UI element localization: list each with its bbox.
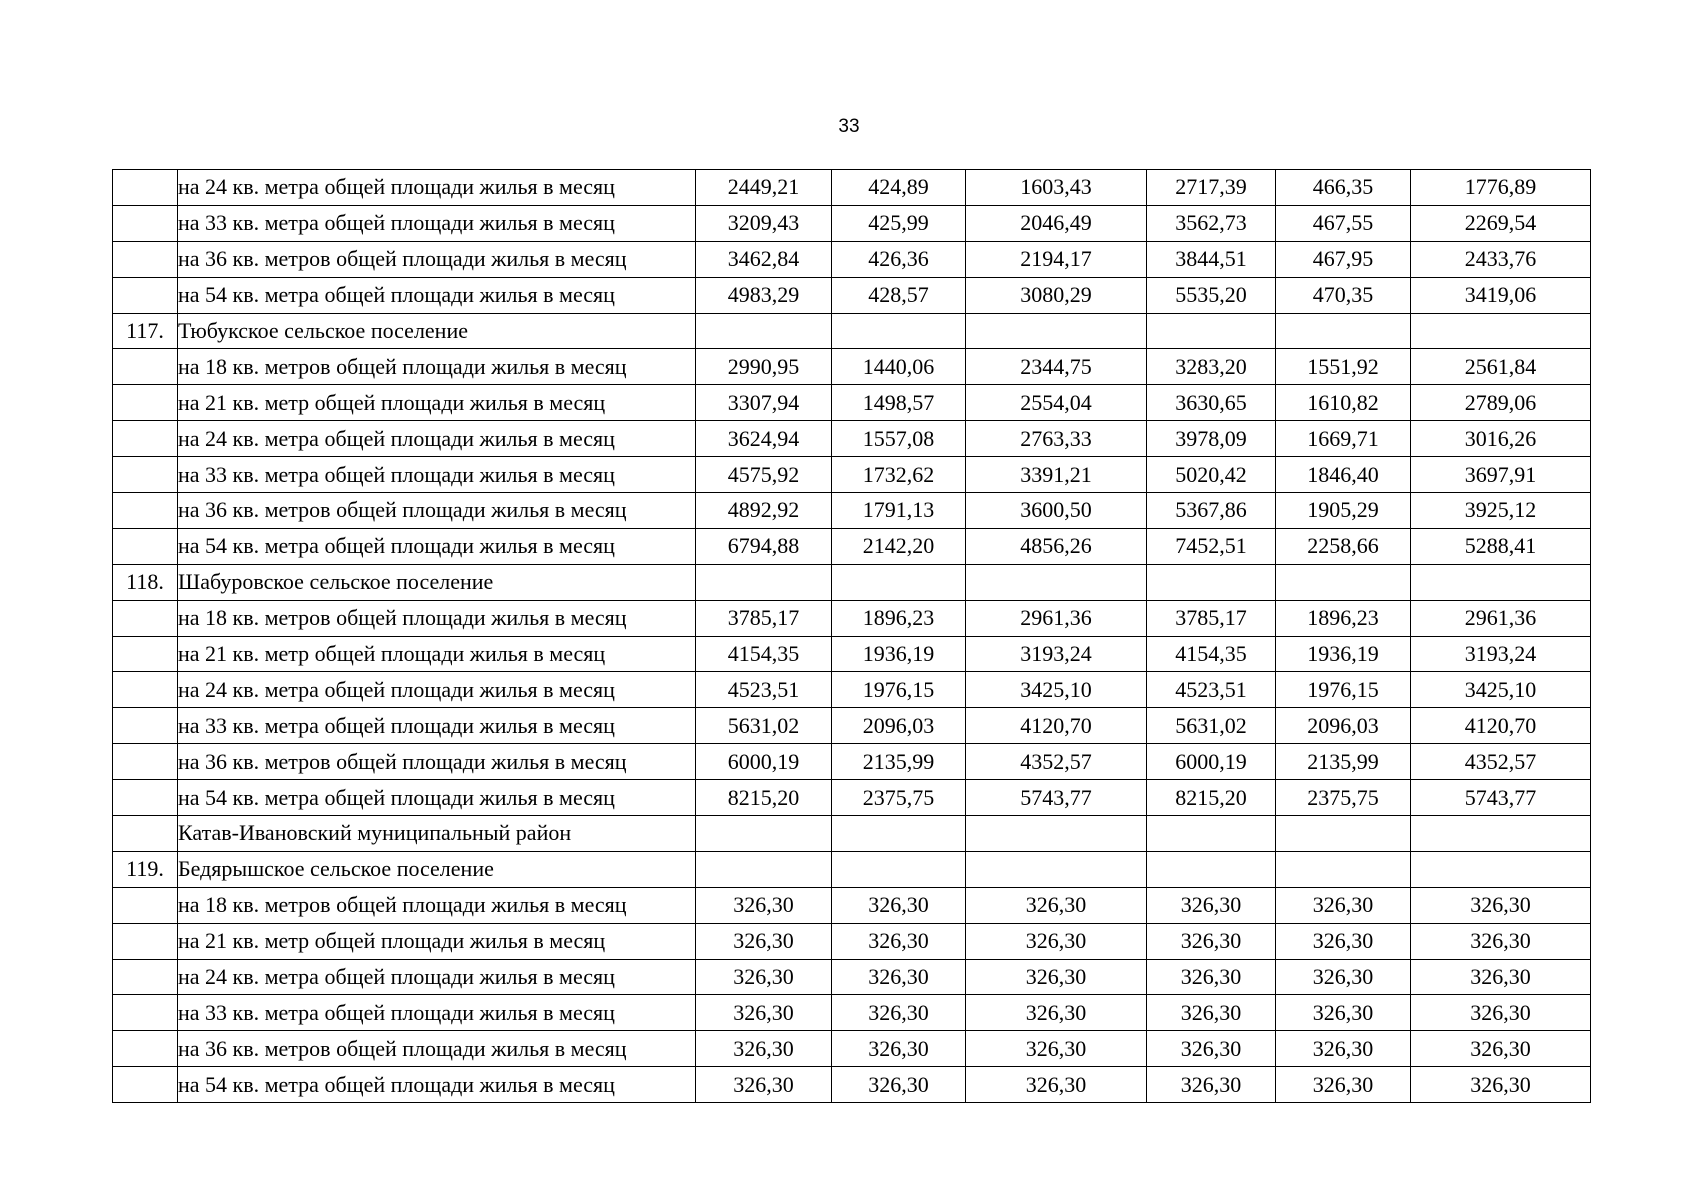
value-cell-col-6: 2789,06 (1411, 385, 1591, 421)
value-cell-col-1: 2990,95 (696, 349, 832, 385)
table-row (113, 493, 1591, 529)
value-cell-col-2 (832, 851, 966, 887)
row-label-cell: на 33 кв. метра общей площади жилья в месяц (178, 708, 696, 744)
table-row (113, 277, 1591, 313)
row-label-cell: на 24 кв. метра общей площади жилья в месяц (178, 672, 696, 708)
value-cell-col-2: 1896,23 (832, 600, 966, 636)
row-number-cell (113, 780, 178, 816)
value-cell-col-2: 2135,99 (832, 744, 966, 780)
value-cell-col-6: 5743,77 (1411, 780, 1591, 816)
value-cell-col-1: 6000,19 (696, 744, 832, 780)
row-number-cell: 119. (113, 851, 178, 887)
value-cell-col-5: 470,35 (1276, 277, 1411, 313)
value-cell-col-2: 1936,19 (832, 636, 966, 672)
value-cell-col-6: 3925,12 (1411, 493, 1591, 529)
value-cell-col-2: 1557,08 (832, 421, 966, 457)
table-row (113, 636, 1591, 672)
value-cell-col-4 (1147, 313, 1276, 349)
value-cell-col-4 (1147, 816, 1276, 852)
value-cell-col-6: 3016,26 (1411, 421, 1591, 457)
value-cell-col-3: 326,30 (966, 995, 1147, 1031)
value-cell-col-3: 4120,70 (966, 708, 1147, 744)
value-cell-col-5: 2096,03 (1276, 708, 1411, 744)
value-cell-col-1 (696, 564, 832, 600)
value-cell-col-1: 3209,43 (696, 205, 832, 241)
value-cell-col-1: 5631,02 (696, 708, 832, 744)
row-number-cell (113, 995, 178, 1031)
value-cell-col-4: 3630,65 (1147, 385, 1276, 421)
row-label-cell: на 36 кв. метров общей площади жилья в месяц (178, 744, 696, 780)
table-row (113, 241, 1591, 277)
value-cell-col-3: 2344,75 (966, 349, 1147, 385)
row-label-cell: на 54 кв. метра общей площади жилья в месяц (178, 277, 696, 313)
value-cell-col-5: 1905,29 (1276, 493, 1411, 529)
row-label-cell: на 24 кв. метра общей площади жилья в месяц (178, 959, 696, 995)
value-cell-col-5: 1936,19 (1276, 636, 1411, 672)
value-cell-col-2 (832, 313, 966, 349)
value-cell-col-5: 2375,75 (1276, 780, 1411, 816)
row-number-cell (113, 1067, 178, 1103)
row-number-cell (113, 816, 178, 852)
value-cell-col-5: 1896,23 (1276, 600, 1411, 636)
value-cell-col-6: 326,30 (1411, 995, 1591, 1031)
table-row (113, 959, 1591, 995)
row-label-cell: на 54 кв. метра общей площади жилья в месяц (178, 1067, 696, 1103)
value-cell-col-4 (1147, 851, 1276, 887)
value-cell-col-1: 326,30 (696, 1031, 832, 1067)
value-cell-col-6: 5288,41 (1411, 528, 1591, 564)
value-cell-col-2 (832, 816, 966, 852)
row-number-cell (113, 421, 178, 457)
value-cell-col-1: 326,30 (696, 887, 832, 923)
row-label-cell: на 54 кв. метра общей площади жилья в месяц (178, 528, 696, 564)
row-number-cell (113, 744, 178, 780)
value-cell-col-4: 5631,02 (1147, 708, 1276, 744)
row-label-cell: на 36 кв. метров общей площади жилья в месяц (178, 241, 696, 277)
table-row (113, 708, 1591, 744)
value-cell-col-1: 4523,51 (696, 672, 832, 708)
row-number-cell (113, 205, 178, 241)
table-row (113, 170, 1591, 206)
row-label-cell: Тюбукское сельское поселение (178, 313, 696, 349)
value-cell-col-4: 2717,39 (1147, 170, 1276, 206)
table-row (113, 564, 1591, 600)
value-cell-col-6: 326,30 (1411, 959, 1591, 995)
value-cell-col-1 (696, 851, 832, 887)
value-cell-col-5: 2258,66 (1276, 528, 1411, 564)
value-cell-col-6: 1776,89 (1411, 170, 1591, 206)
value-cell-col-5: 467,55 (1276, 205, 1411, 241)
row-number-cell (113, 923, 178, 959)
value-cell-col-3: 326,30 (966, 1031, 1147, 1067)
value-cell-col-5 (1276, 564, 1411, 600)
value-cell-col-6: 326,30 (1411, 1067, 1591, 1103)
value-cell-col-5: 2135,99 (1276, 744, 1411, 780)
table-row (113, 457, 1591, 493)
table-row (113, 385, 1591, 421)
value-cell-col-4: 326,30 (1147, 1031, 1276, 1067)
value-cell-col-5: 1846,40 (1276, 457, 1411, 493)
row-number-cell (113, 887, 178, 923)
row-label-cell: на 24 кв. метра общей площади жилья в месяц (178, 421, 696, 457)
value-cell-col-5: 1551,92 (1276, 349, 1411, 385)
value-cell-col-3: 3425,10 (966, 672, 1147, 708)
value-cell-col-6 (1411, 313, 1591, 349)
value-cell-col-4: 5535,20 (1147, 277, 1276, 313)
page-number: 33 (838, 116, 860, 137)
value-cell-col-5: 326,30 (1276, 959, 1411, 995)
row-label-cell: Катав-Ивановский муниципальный район (178, 816, 696, 852)
row-number-cell (113, 1031, 178, 1067)
row-label-cell: на 18 кв. метров общей площади жилья в месяц (178, 887, 696, 923)
table-row (113, 1031, 1591, 1067)
value-cell-col-5: 466,35 (1276, 170, 1411, 206)
value-cell-col-4: 5020,42 (1147, 457, 1276, 493)
value-cell-col-2: 424,89 (832, 170, 966, 206)
row-number-cell (113, 457, 178, 493)
value-cell-col-5: 1976,15 (1276, 672, 1411, 708)
value-cell-col-6: 2433,76 (1411, 241, 1591, 277)
row-number-cell (113, 600, 178, 636)
row-number-cell: 117. (113, 313, 178, 349)
value-cell-col-5 (1276, 313, 1411, 349)
value-cell-col-2: 326,30 (832, 923, 966, 959)
row-label-cell: на 18 кв. метров общей площади жилья в месяц (178, 349, 696, 385)
value-cell-col-6: 2561,84 (1411, 349, 1591, 385)
value-cell-col-1: 3462,84 (696, 241, 832, 277)
value-cell-col-2: 326,30 (832, 959, 966, 995)
value-cell-col-1: 3307,94 (696, 385, 832, 421)
table-row (113, 313, 1591, 349)
value-cell-col-1: 6794,88 (696, 528, 832, 564)
value-cell-col-2: 1498,57 (832, 385, 966, 421)
value-cell-col-6: 3193,24 (1411, 636, 1591, 672)
table-row (113, 528, 1591, 564)
value-cell-col-4: 3844,51 (1147, 241, 1276, 277)
value-cell-col-3: 2763,33 (966, 421, 1147, 457)
value-cell-col-6: 326,30 (1411, 887, 1591, 923)
row-number-cell (113, 528, 178, 564)
value-cell-col-4: 326,30 (1147, 995, 1276, 1031)
value-cell-col-2 (832, 564, 966, 600)
value-cell-col-6: 3697,91 (1411, 457, 1591, 493)
value-cell-col-4: 4523,51 (1147, 672, 1276, 708)
value-cell-col-3: 326,30 (966, 959, 1147, 995)
value-cell-col-1: 326,30 (696, 959, 832, 995)
value-cell-col-3: 326,30 (966, 887, 1147, 923)
value-cell-col-1: 8215,20 (696, 780, 832, 816)
value-cell-col-4: 3978,09 (1147, 421, 1276, 457)
value-cell-col-1 (696, 313, 832, 349)
value-cell-col-2: 1976,15 (832, 672, 966, 708)
value-cell-col-3: 326,30 (966, 1067, 1147, 1103)
table-row (113, 851, 1591, 887)
value-cell-col-5: 467,95 (1276, 241, 1411, 277)
row-number-cell (113, 277, 178, 313)
table-row (113, 744, 1591, 780)
value-cell-col-1: 4154,35 (696, 636, 832, 672)
value-cell-col-1: 2449,21 (696, 170, 832, 206)
value-cell-col-4: 3562,73 (1147, 205, 1276, 241)
table-row (113, 780, 1591, 816)
row-number-cell (113, 672, 178, 708)
value-cell-col-4: 6000,19 (1147, 744, 1276, 780)
value-cell-col-4: 3283,20 (1147, 349, 1276, 385)
value-cell-col-6: 3419,06 (1411, 277, 1591, 313)
table-row (113, 995, 1591, 1031)
row-number-cell (113, 241, 178, 277)
value-cell-col-4: 3785,17 (1147, 600, 1276, 636)
value-cell-col-2: 426,36 (832, 241, 966, 277)
value-cell-col-2: 1732,62 (832, 457, 966, 493)
value-cell-col-5: 326,30 (1276, 1067, 1411, 1103)
value-cell-col-2: 326,30 (832, 1031, 966, 1067)
value-cell-col-6 (1411, 851, 1591, 887)
value-cell-col-3: 2961,36 (966, 600, 1147, 636)
value-cell-col-4: 8215,20 (1147, 780, 1276, 816)
value-cell-col-6: 2269,54 (1411, 205, 1591, 241)
value-cell-col-4: 326,30 (1147, 959, 1276, 995)
row-number-cell: 118. (113, 564, 178, 600)
row-label-cell: на 18 кв. метров общей площади жилья в месяц (178, 600, 696, 636)
row-number-cell (113, 385, 178, 421)
value-cell-col-3: 2554,04 (966, 385, 1147, 421)
row-label-cell: на 21 кв. метр общей площади жилья в месяц (178, 385, 696, 421)
value-cell-col-5: 326,30 (1276, 995, 1411, 1031)
value-cell-col-5: 1669,71 (1276, 421, 1411, 457)
value-cell-col-6: 4120,70 (1411, 708, 1591, 744)
value-cell-col-4: 326,30 (1147, 923, 1276, 959)
row-label-cell: Шабуровское сельское поселение (178, 564, 696, 600)
table-row (113, 600, 1591, 636)
value-cell-col-1: 4892,92 (696, 493, 832, 529)
value-cell-col-2: 326,30 (832, 995, 966, 1031)
table-row (113, 205, 1591, 241)
value-cell-col-4: 7452,51 (1147, 528, 1276, 564)
value-cell-col-3: 3193,24 (966, 636, 1147, 672)
value-cell-col-1: 326,30 (696, 1067, 832, 1103)
value-cell-col-2: 2096,03 (832, 708, 966, 744)
value-cell-col-3: 3080,29 (966, 277, 1147, 313)
row-label-cell: на 33 кв. метра общей площади жилья в месяц (178, 205, 696, 241)
value-cell-col-1: 326,30 (696, 995, 832, 1031)
value-cell-col-3 (966, 564, 1147, 600)
value-cell-col-2: 428,57 (832, 277, 966, 313)
value-cell-col-6 (1411, 816, 1591, 852)
table-row (113, 816, 1591, 852)
value-cell-col-1 (696, 816, 832, 852)
value-cell-col-3: 3600,50 (966, 493, 1147, 529)
value-cell-col-3: 2194,17 (966, 241, 1147, 277)
table-row (113, 1067, 1591, 1103)
value-cell-col-2: 1440,06 (832, 349, 966, 385)
value-cell-col-6: 326,30 (1411, 1031, 1591, 1067)
value-cell-col-2: 425,99 (832, 205, 966, 241)
value-cell-col-3 (966, 313, 1147, 349)
value-cell-col-1: 326,30 (696, 923, 832, 959)
value-cell-col-5: 326,30 (1276, 1031, 1411, 1067)
row-number-cell (113, 708, 178, 744)
row-label-cell: на 36 кв. метров общей площади жилья в месяц (178, 493, 696, 529)
row-label-cell: на 21 кв. метр общей площади жилья в месяц (178, 923, 696, 959)
value-cell-col-1: 3624,94 (696, 421, 832, 457)
table-body (113, 170, 1591, 1103)
row-number-cell (113, 170, 178, 206)
value-cell-col-2: 326,30 (832, 1067, 966, 1103)
value-cell-col-6: 3425,10 (1411, 672, 1591, 708)
table-row (113, 421, 1591, 457)
row-label-cell: на 33 кв. метра общей площади жилья в месяц (178, 995, 696, 1031)
value-cell-col-3: 4856,26 (966, 528, 1147, 564)
table-row (113, 923, 1591, 959)
row-label-cell: на 24 кв. метра общей площади жилья в месяц (178, 170, 696, 206)
value-cell-col-1: 4983,29 (696, 277, 832, 313)
value-cell-col-1: 4575,92 (696, 457, 832, 493)
value-cell-col-3: 5743,77 (966, 780, 1147, 816)
row-label-cell: на 36 кв. метров общей площади жилья в месяц (178, 1031, 696, 1067)
table-row (113, 887, 1591, 923)
value-cell-col-3: 4352,57 (966, 744, 1147, 780)
row-label-cell: на 21 кв. метр общей площади жилья в месяц (178, 636, 696, 672)
value-cell-col-5 (1276, 851, 1411, 887)
value-cell-col-1: 3785,17 (696, 600, 832, 636)
value-cell-col-5: 326,30 (1276, 887, 1411, 923)
value-cell-col-2: 1791,13 (832, 493, 966, 529)
value-cell-col-6: 326,30 (1411, 923, 1591, 959)
value-cell-col-3 (966, 851, 1147, 887)
tariff-table (112, 169, 1591, 1103)
value-cell-col-5: 1610,82 (1276, 385, 1411, 421)
value-cell-col-3: 3391,21 (966, 457, 1147, 493)
value-cell-col-4: 4154,35 (1147, 636, 1276, 672)
value-cell-col-2: 2375,75 (832, 780, 966, 816)
value-cell-col-3: 2046,49 (966, 205, 1147, 241)
value-cell-col-3 (966, 816, 1147, 852)
value-cell-col-2: 326,30 (832, 887, 966, 923)
value-cell-col-4: 5367,86 (1147, 493, 1276, 529)
value-cell-col-6: 2961,36 (1411, 600, 1591, 636)
value-cell-col-3: 326,30 (966, 923, 1147, 959)
value-cell-col-4: 326,30 (1147, 1067, 1276, 1103)
row-label-cell: на 54 кв. метра общей площади жилья в месяц (178, 780, 696, 816)
row-label-cell: Бедярышское сельское поселение (178, 851, 696, 887)
value-cell-col-6 (1411, 564, 1591, 600)
value-cell-col-2: 2142,20 (832, 528, 966, 564)
value-cell-col-3: 1603,43 (966, 170, 1147, 206)
row-number-cell (113, 493, 178, 529)
row-label-cell: на 33 кв. метра общей площади жилья в месяц (178, 457, 696, 493)
value-cell-col-4: 326,30 (1147, 887, 1276, 923)
row-number-cell (113, 349, 178, 385)
value-cell-col-5: 326,30 (1276, 923, 1411, 959)
value-cell-col-6: 4352,57 (1411, 744, 1591, 780)
row-number-cell (113, 636, 178, 672)
table-row (113, 349, 1591, 385)
row-number-cell (113, 959, 178, 995)
table-row (113, 672, 1591, 708)
value-cell-col-4 (1147, 564, 1276, 600)
value-cell-col-5 (1276, 816, 1411, 852)
